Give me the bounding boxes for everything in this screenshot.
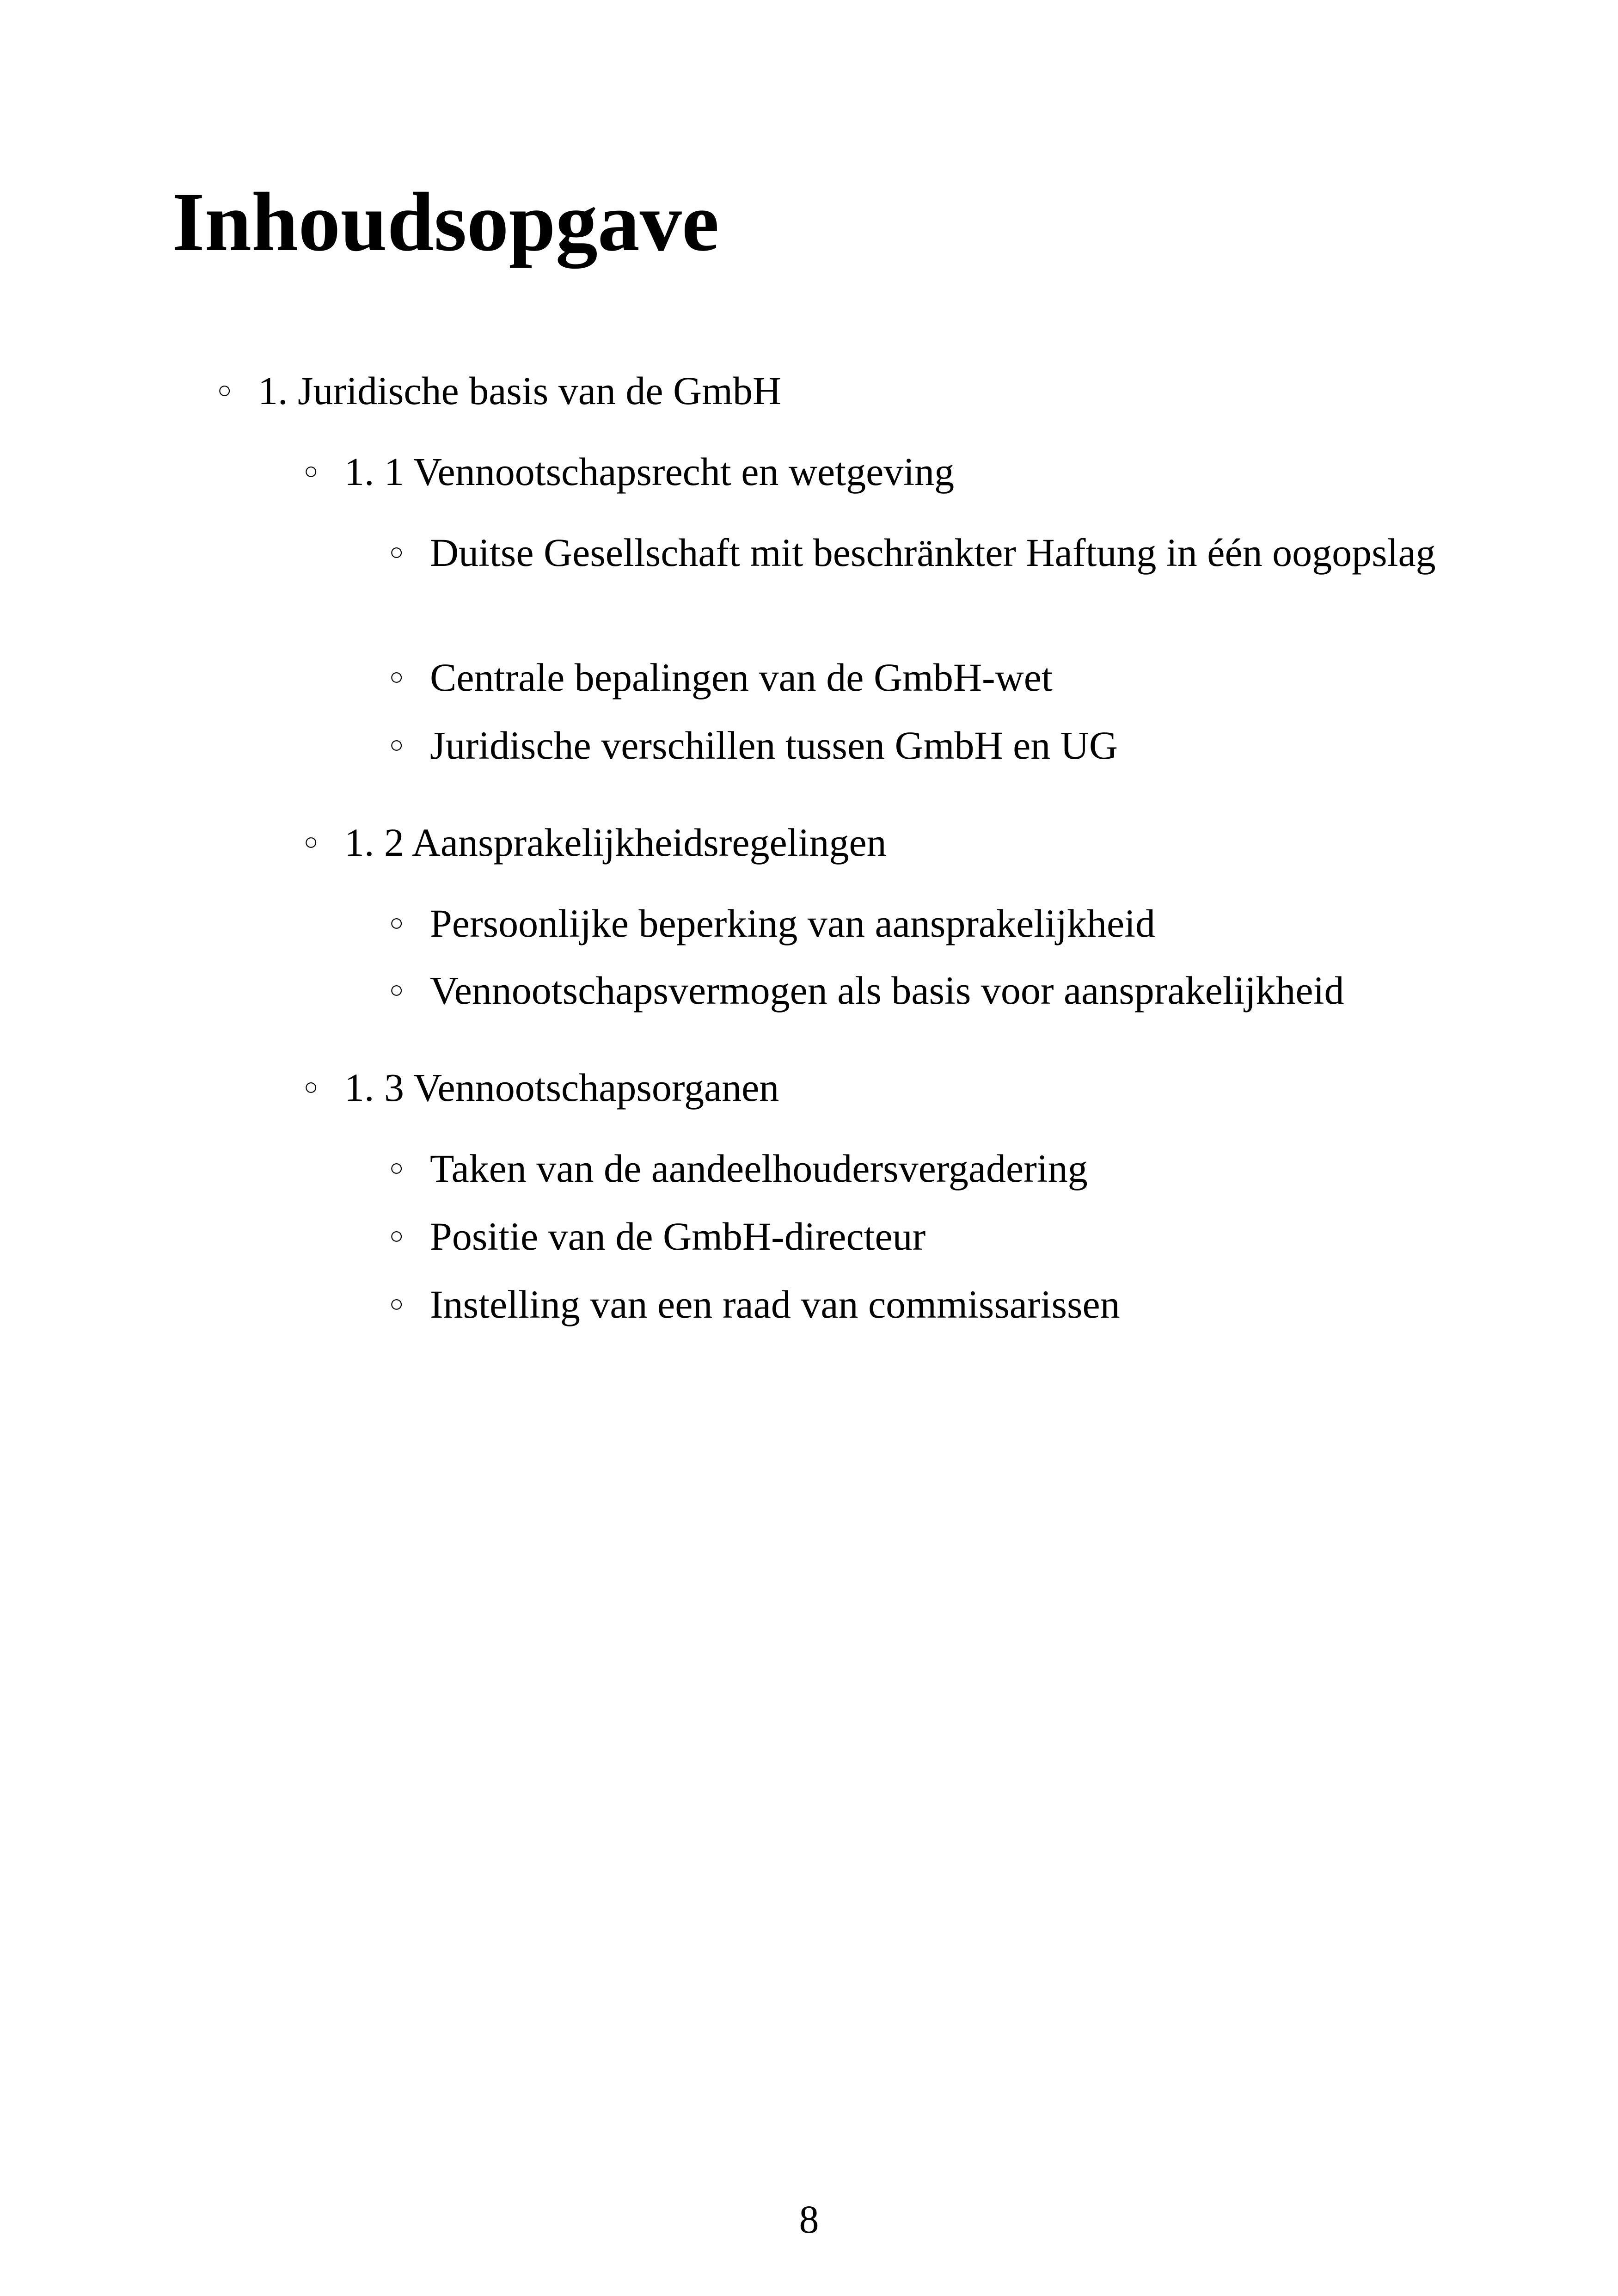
toc-entry-label: Centrale bepalingen van de GmbH-wet xyxy=(430,655,1053,700)
page-number: 8 xyxy=(799,2197,819,2241)
toc-entry-company-assets[interactable] xyxy=(389,963,1344,1018)
circle-bullet-icon: ○ xyxy=(389,910,404,936)
circle-bullet-icon: ○ xyxy=(389,1291,404,1317)
toc-entry-label: 1. 1 Vennootschapsrecht en wetgeving xyxy=(344,449,955,494)
toc-entry-label: Instelling van een raad van commissarissen xyxy=(430,1282,1120,1326)
circle-bullet-icon: ○ xyxy=(389,732,404,758)
toc-entry-shareholders-meeting[interactable] xyxy=(389,1141,1088,1196)
toc-entry-label: 1. 2 Aansprakelijkheidsregelingen xyxy=(344,820,887,865)
circle-bullet-icon: ○ xyxy=(304,829,319,855)
toc-entry-chapter-1[interactable] xyxy=(217,363,782,418)
toc-entry-supervisory-board[interactable] xyxy=(389,1277,1120,1332)
toc-entry-personal-liability[interactable] xyxy=(389,896,1156,951)
toc-entry-label: 1. Juridische basis van de GmbH xyxy=(258,368,782,413)
circle-bullet-icon: ○ xyxy=(217,377,232,404)
toc-entry-gesellschaft-overview[interactable] xyxy=(389,525,1438,580)
circle-bullet-icon: ○ xyxy=(389,977,404,1003)
toc-entry-gmbh-ug-differences[interactable] xyxy=(389,718,1118,773)
toc-entry-section-1-1[interactable] xyxy=(304,444,955,499)
toc-entry-label: Duitse Gesellschaft mit beschränkter Haftung in één oogopslag xyxy=(430,530,1436,575)
page-title: Inhoudsopgave xyxy=(172,176,719,269)
toc-entry-section-1-3[interactable] xyxy=(304,1060,779,1115)
toc-entry-label: Vennootschapsvermogen als basis voor aansprakelijkheid xyxy=(430,968,1344,1013)
circle-bullet-icon: ○ xyxy=(389,664,404,690)
toc-entry-label: 1. 3 Vennootschapsorganen xyxy=(344,1065,779,1110)
toc-entry-label: Taken van de aandeelhoudersvergadering xyxy=(430,1146,1088,1191)
toc-entry-label: Persoonlijke beperking van aansprakelijkheid xyxy=(430,901,1156,945)
circle-bullet-icon: ○ xyxy=(389,539,404,565)
circle-bullet-icon: ○ xyxy=(304,1074,319,1100)
circle-bullet-icon: ○ xyxy=(389,1155,404,1181)
circle-bullet-icon: ○ xyxy=(389,1223,404,1249)
toc-entry-gmbh-wet-provisions[interactable] xyxy=(389,650,1053,705)
toc-entry-director-position[interactable] xyxy=(389,1209,926,1264)
toc-entry-section-1-2[interactable] xyxy=(304,815,887,870)
circle-bullet-icon: ○ xyxy=(304,458,319,485)
toc-entry-label: Positie van de GmbH-directeur xyxy=(430,1214,926,1259)
toc-entry-label: Juridische verschillen tussen GmbH en UG xyxy=(430,723,1118,767)
